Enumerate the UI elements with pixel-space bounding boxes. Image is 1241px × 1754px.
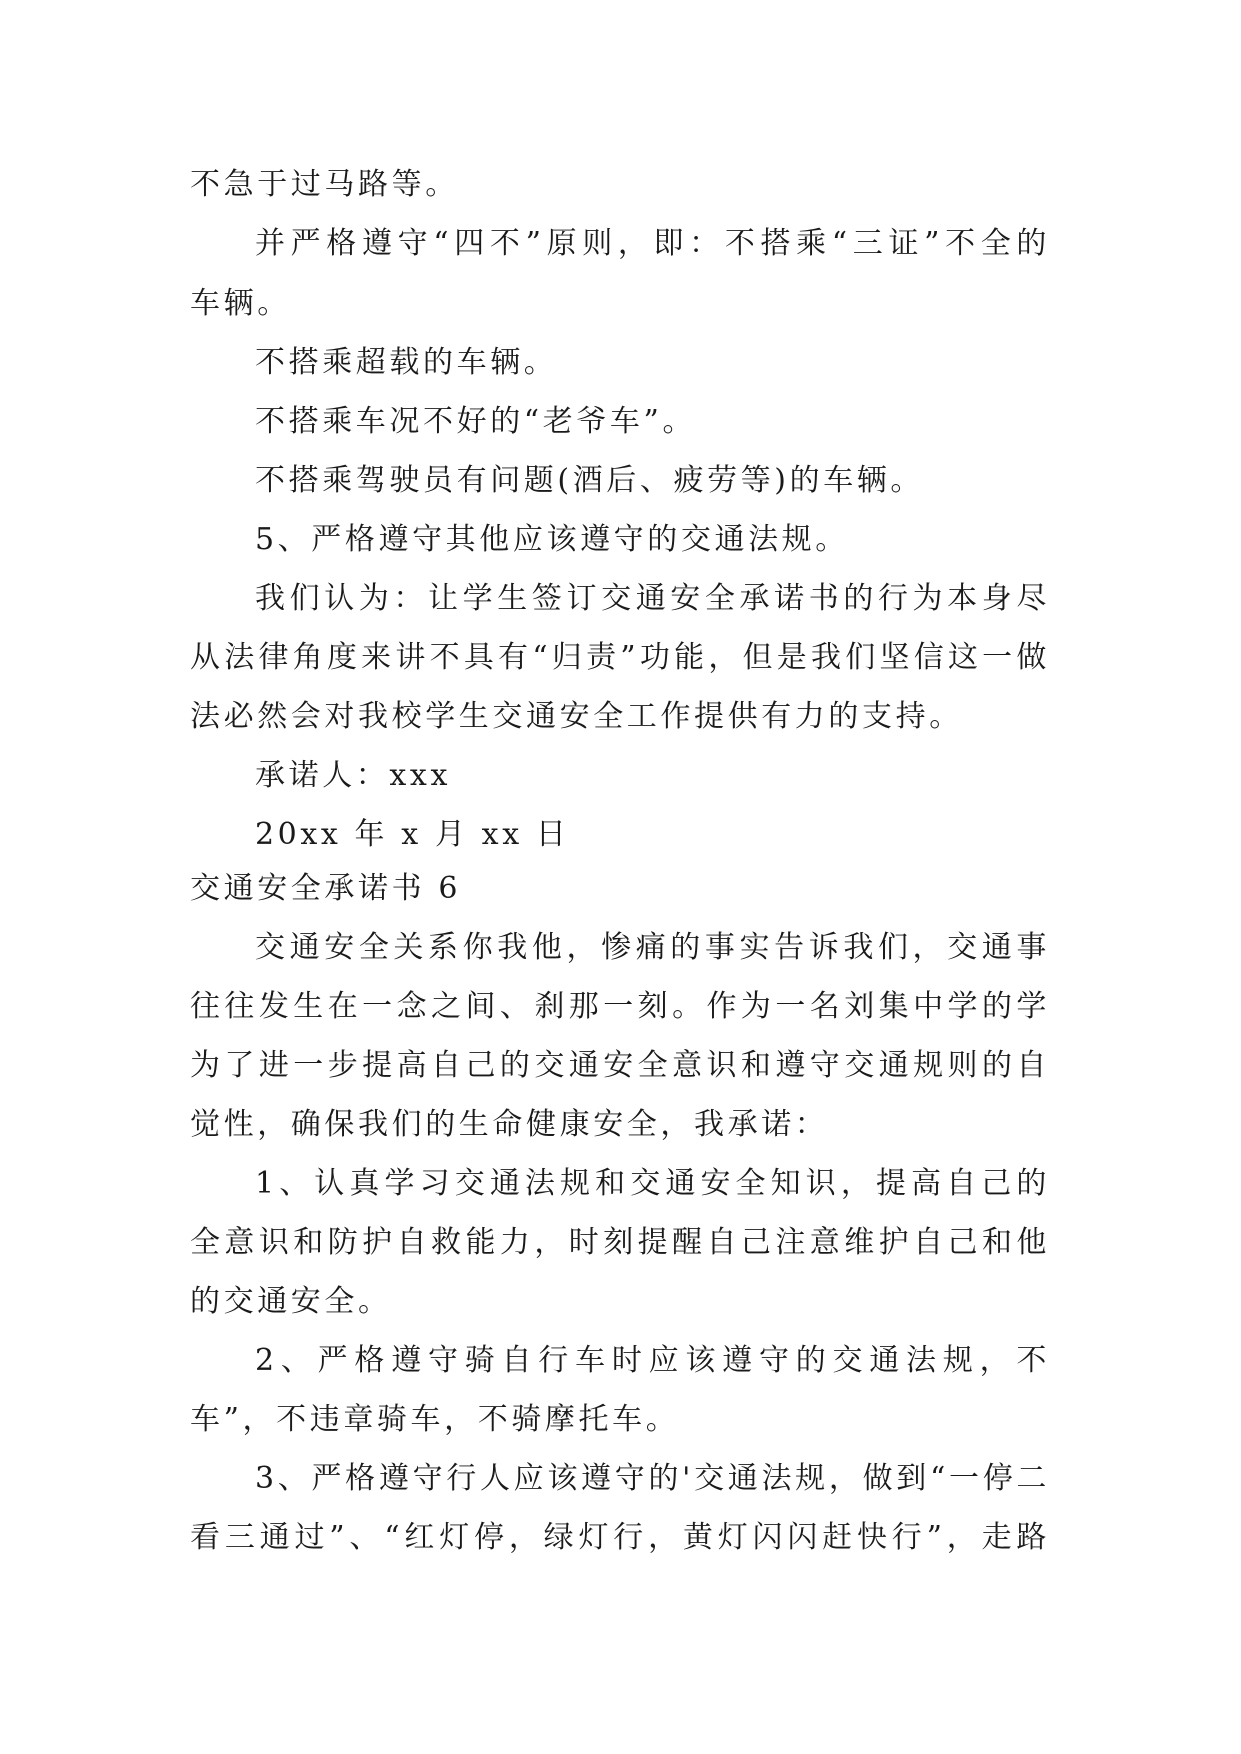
- text-line: 我们认为：让学生签订交通安全承诺书的行为本身尽: [255, 581, 1050, 616]
- text-line: 不搭乘驾驶员有问题(酒后、疲劳等)的车辆。: [255, 463, 925, 498]
- signatory-line: 承诺人：xxx: [255, 758, 451, 793]
- text-line: 1、认真学习交通法规和交通安全知识，提高自己的: [255, 1166, 1050, 1201]
- text-line: 车辆。: [190, 286, 291, 321]
- date-line: 20xx 年 x 月 xx 日: [255, 817, 570, 852]
- text-line: 5、严格遵守其他应该遵守的交通法规。: [255, 522, 849, 557]
- text-line: 看三通过”、“红灯停，绿灯行，黄灯闪闪赶快行”，走路: [190, 1520, 1050, 1555]
- text-line: 不搭乘车况不好的“老爷车”。: [255, 404, 697, 439]
- text-line: 车”，不违章骑车，不骑摩托车。: [190, 1402, 680, 1437]
- text-line: 觉性，确保我们的生命健康安全，我承诺：: [190, 1107, 829, 1142]
- text-line: 全意识和防护自救能力，时刻提醒自己注意维护自己和他: [190, 1225, 1050, 1260]
- text-line: 2、严格遵守骑自行车时应该遵守的交通法规，不: [255, 1343, 1050, 1378]
- text-line: 3、严格遵守行人应该遵守的'交通法规，做到“一停二: [255, 1461, 1050, 1496]
- text-line: 并严格遵守“四不”原则，即：不搭乘“三证”不全的: [255, 226, 1050, 261]
- text-line: 不搭乘超载的车辆。: [255, 345, 558, 380]
- text-line: 从法律角度来讲不具有“归责”功能，但是我们坚信这一做: [190, 640, 1050, 675]
- text-line: 往往发生在一念之间、刹那一刻。作为一名刘集中学的学: [190, 989, 1050, 1024]
- text-line: 交通安全关系你我他，惨痛的事实告诉我们，交通事: [255, 930, 1050, 965]
- text-line: 法必然会对我校学生交通安全工作提供有力的支持。: [190, 699, 963, 734]
- text-line: 为了进一步提高自己的交通安全意识和遵守交通规则的自: [190, 1048, 1050, 1083]
- text-line: 不急于过马路等。: [190, 167, 459, 202]
- section-heading: 交通安全承诺书 6: [190, 871, 462, 906]
- text-line: 的交通安全。: [190, 1284, 392, 1319]
